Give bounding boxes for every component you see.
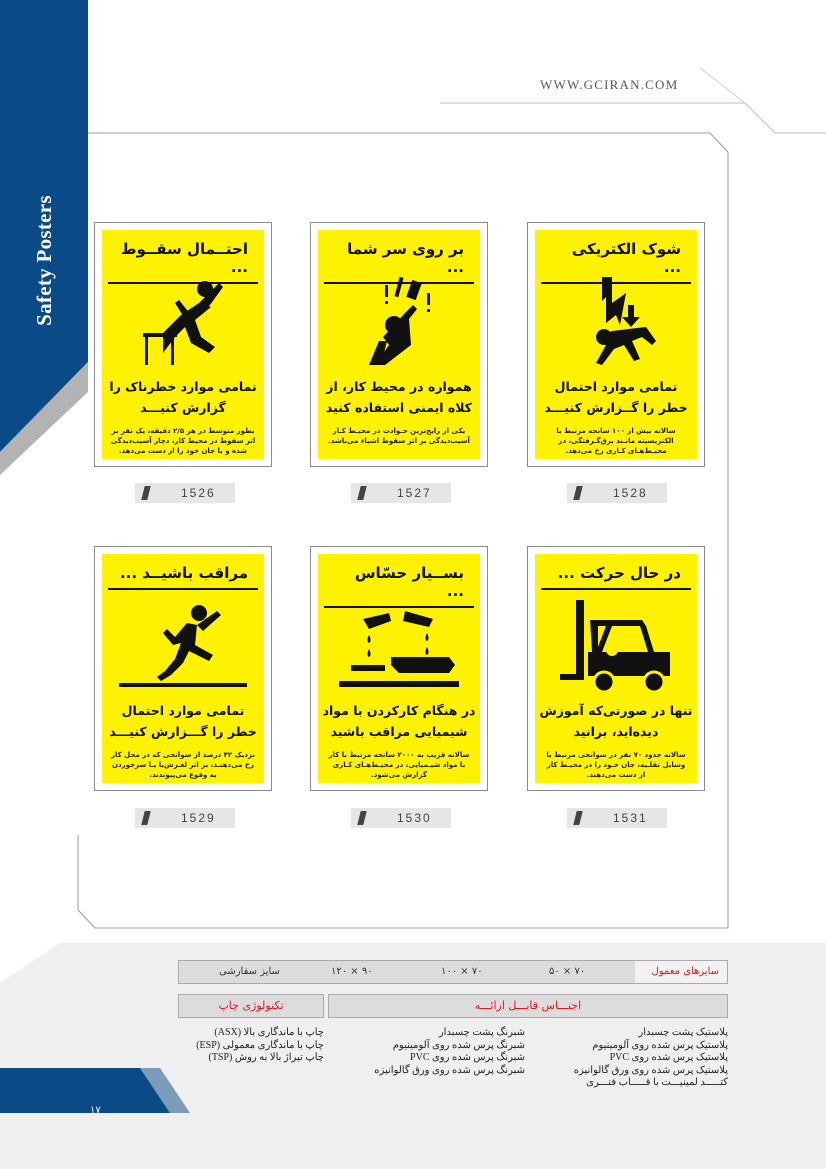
poster-1531 xyxy=(527,546,705,791)
poster-heading: شوک الکتریکی ... xyxy=(541,232,691,284)
poster-small-text: سالانه حدود ۷۰ نفر در سوانحی مرتبط با وسایل نقلـیه، جان خـود را در محیـط کار از دست می‌دهند. xyxy=(546,751,686,779)
materials-col-2 xyxy=(330,1027,525,1077)
print-tech-label: تکنولوژی چاپ xyxy=(178,994,324,1018)
list-item: شبرنگ پرس شده روی PVC xyxy=(410,1052,525,1063)
side-band xyxy=(0,0,88,475)
list-item: شبرنگ پرس شده روی ورق گالوانیزه xyxy=(374,1064,525,1076)
code-text: 1527 xyxy=(397,486,432,500)
poster-small-text: نزدیک ۴۲ درصد از سوانحی که در محل کار رخ می‌دهنـد، بر اثر لغـزش‌یا یـا سرخوردن به وقوع می‌پیوندند. xyxy=(111,751,255,779)
poster-heading: در حال حرکت ... xyxy=(541,556,691,590)
types-row xyxy=(178,994,728,1018)
poster-1526 xyxy=(94,222,272,467)
poster-1530 xyxy=(310,546,488,791)
materials-label: اجنـــاس قابـــل ارائـــه xyxy=(328,994,728,1018)
poster-heading: بر روی سر شما ... xyxy=(324,232,474,284)
poster-1529 xyxy=(94,546,272,791)
code-label-1527 xyxy=(351,483,451,503)
poster-main-text: تنها در صورتی‌که آموزش دیده‌اید، برانید xyxy=(539,703,693,739)
poster-small-text: سالانه قریب به ۲۰۰۰ سانحه مرتبط با کار با مواد شیـمیایی، در محیـط‌هـای کـاری گزارش می‌شود. xyxy=(328,751,470,779)
size-custom: سایز سفارشی xyxy=(219,966,280,977)
poster-main-text: تمامی موارد احتمال خطر را گـــزارش کنیـــد xyxy=(109,703,257,739)
poster-main-text: در هنگام کارکردن با مواد شیمیایی مراقب باشید xyxy=(322,703,476,739)
poster-heading: مراقب باشیــد ... xyxy=(108,556,258,590)
code-text: 1529 xyxy=(181,811,216,825)
list-item: پلاستیک پرس شده روی ورق گالوانیزه xyxy=(573,1064,728,1076)
list-item: چاپ با ماندگاری بالا (ASX) xyxy=(214,1027,324,1038)
poster-main-text: همواره در محیط کار، از کلاه ایمنی استفاده کنید xyxy=(325,379,473,415)
corrosive-icon xyxy=(318,596,480,696)
poster-small-text: یکی از رایج‌ترین حـوادث در محیـط کـار آسیب‌دیدگی بر اثر سقوط اشیاء می‌باشد. xyxy=(328,427,470,445)
poster-1528 xyxy=(527,222,705,467)
code-label-1528 xyxy=(567,483,667,503)
side-title: Safety Posters xyxy=(31,194,56,326)
poster-1527 xyxy=(310,222,488,467)
poster-main-text: تمامی موارد احتمال خطر را گــزارش کنیـــد xyxy=(544,379,688,415)
electric-shock-icon xyxy=(535,272,697,372)
size-50x70: ۵۰ × ۷۰ xyxy=(549,966,586,977)
code-text: 1531 xyxy=(613,811,648,825)
code-text: 1528 xyxy=(613,486,648,500)
size-120x90: ۱۲۰ × ۹۰ xyxy=(331,966,373,977)
page-number: ۱۷ xyxy=(90,1105,101,1116)
website-url: WWW.GCIRAN.COM xyxy=(540,77,679,92)
code-label-1530 xyxy=(351,808,451,828)
code-text: 1526 xyxy=(181,486,216,500)
list-item: کتـــــد لمینیـــت با قـــــاب فنـــری xyxy=(586,1077,728,1088)
list-item: چاپ تیراژ بالا به روش (TSP) xyxy=(208,1052,324,1063)
poster-heading: بســیار حسّاس ... xyxy=(324,556,474,608)
list-item: شبرنگ پرس شده روی آلومینیوم xyxy=(392,1039,525,1051)
list-item: پلاستیک پشت چسبدار xyxy=(638,1027,728,1038)
sizes-label: سایزهای معمول xyxy=(635,961,727,983)
materials-col-1 xyxy=(528,1027,728,1090)
list-item: پلاستیک پرس شده روی PVC xyxy=(609,1052,728,1063)
sizes-row xyxy=(178,960,728,984)
code-label-1529 xyxy=(135,808,235,828)
falling-objects-icon xyxy=(318,272,480,372)
poster-heading: احتــمال سقــوط ... xyxy=(108,232,258,284)
list-item: پلاستیک پرس شده روی آلومینیوم xyxy=(592,1039,728,1051)
code-text: 1530 xyxy=(397,811,432,825)
forklift-icon xyxy=(535,596,697,696)
code-label-1526 xyxy=(135,483,235,503)
falling-person-icon xyxy=(102,272,264,372)
list-item: چاپ با ماندگاری معمولی (ESP) xyxy=(196,1039,324,1051)
code-label-1531 xyxy=(567,808,667,828)
poster-small-text: بطور متوسط در هر ۲/۵ دقیقه، یک نفر بر اثر سقوط در محیط کار، دچار آسیب‌دیدگی شده و یا جان خود را از دست می‌دهد. xyxy=(110,427,256,455)
slipping-person-icon xyxy=(102,596,264,696)
poster-small-text: سالانه بیش از ۱۰۰ سانحه مرتبط با الکتریسیته مانـند برق‌گـرفتگی، در محیـط‌هـای کـاری رخ می‌دهد. xyxy=(556,427,676,455)
size-100x70: ۱۰۰ × ۷۰ xyxy=(441,966,483,977)
poster-main-text: تمامی موارد خطرناک را گزارش کنیـــد xyxy=(109,379,257,415)
list-item: شبرنگ پشت چسبدار xyxy=(438,1027,525,1038)
print-tech-col xyxy=(178,1027,324,1065)
